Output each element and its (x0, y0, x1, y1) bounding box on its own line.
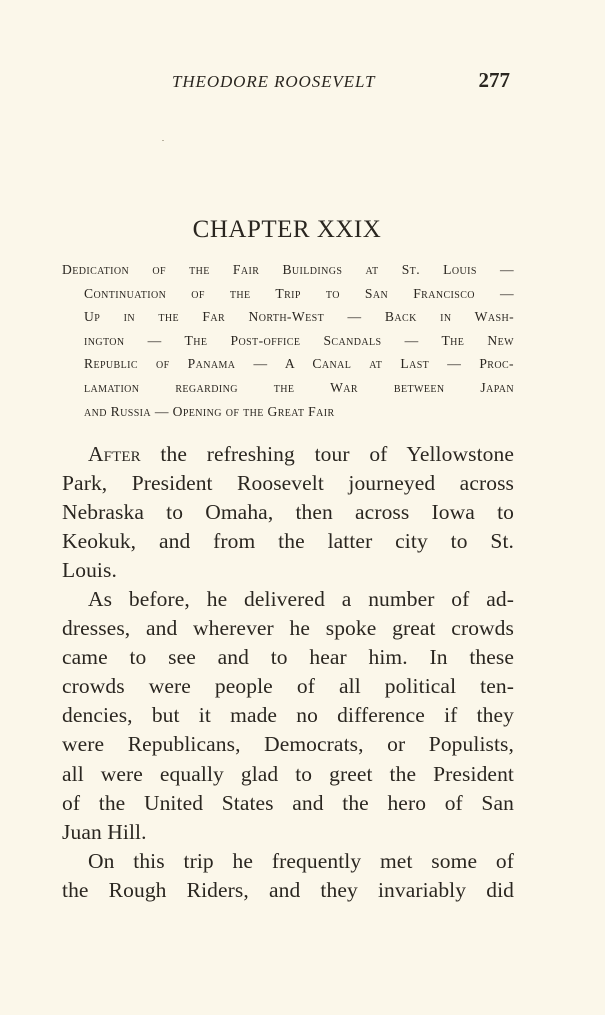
body-text (62, 440, 514, 905)
paragraph (62, 440, 514, 585)
synopsis-line: Up in the Far North-West — Back in Wash- (84, 309, 514, 325)
page-number: 277 (478, 68, 510, 92)
text-line: the Rough Riders, and they invariably did (62, 877, 514, 902)
opening-word: After (88, 442, 141, 466)
text-line: crowds were people of all political ten- (62, 674, 514, 699)
chapter-heading: CHAPTER XXIX (192, 216, 382, 243)
paper-speck (162, 140, 164, 141)
paragraph (62, 585, 514, 846)
text-line: all were equally glad to greet the President (62, 761, 514, 786)
paragraph (62, 847, 514, 905)
text-line: of the United States and the hero of San (62, 790, 514, 815)
text-line: Park, President Roosevelt journeyed across (62, 471, 514, 496)
text-line: were Republicans, Democrats, or Populists, (62, 732, 514, 757)
running-title: THEODORE ROOSEVELT (172, 72, 376, 91)
chapter-synopsis (62, 262, 514, 427)
text-line: Juan Hill. (62, 819, 147, 844)
synopsis-line: ington — The Post-office Scandals — The New (84, 332, 514, 348)
synopsis-line: Continuation of the Trip to San Francisco — (84, 285, 514, 301)
text-line: dencies, but it made no difference if they (62, 703, 514, 728)
synopsis-line: Dedication of the Fair Buildings at St. Louis — (62, 262, 514, 277)
text-line: As before, he delivered a number of ad- (88, 587, 514, 612)
text-line: dresses, and wherever he spoke great crowds (62, 616, 514, 641)
text-line: Louis. (62, 558, 117, 583)
text-line-rest: the refreshing tour of Yellowstone (140, 442, 514, 466)
text-line: Nebraska to Omaha, then across Iowa to (62, 500, 514, 525)
text-line (62, 440, 514, 469)
running-head (172, 68, 512, 98)
synopsis-line: Republic of Panama — A Canal at Last — Proc- (84, 356, 514, 372)
text-line: On this trip he frequently met some of (88, 848, 514, 873)
synopsis-line: and Russia — Opening of the Great Fair (84, 403, 335, 419)
text-line: came to see and to hear him. In these (62, 645, 514, 670)
synopsis-line: lamation regarding the War between Japan (84, 379, 514, 395)
text-line: Keokuk, and from the latter city to St. (62, 529, 514, 554)
